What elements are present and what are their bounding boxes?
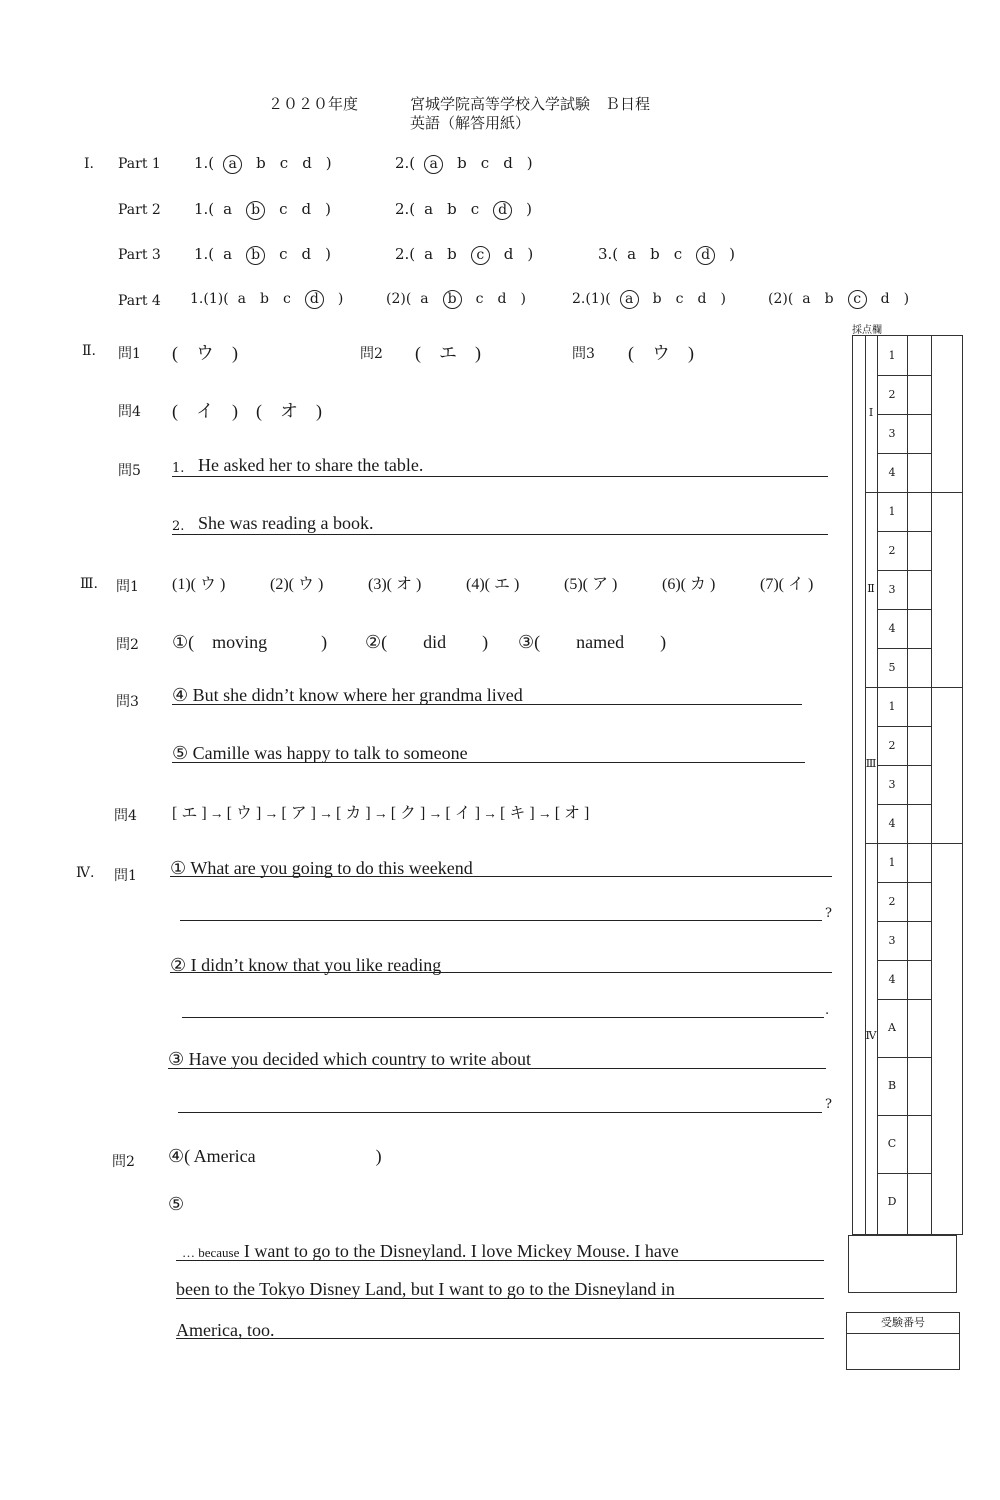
option: d: [302, 154, 312, 172]
score-row-number: D: [887, 1195, 897, 1208]
close-paren: ): [337, 291, 344, 307]
score-row-number: 2: [888, 387, 896, 401]
option: a: [424, 200, 434, 218]
answer-line: [172, 762, 805, 763]
option: b: [652, 291, 662, 307]
answer-line: [182, 1017, 824, 1018]
s4-q2-line3: America, too.: [176, 1320, 275, 1340]
order-item: [ オ ]: [554, 805, 590, 822]
part4-label: Part 4: [118, 293, 161, 309]
option: d: [497, 291, 507, 307]
arrow-icon: →: [209, 807, 224, 822]
s4-q2-line2: been to the Tokyo Disney Land, but I want to go to the Disneyland in: [176, 1279, 675, 1299]
list-item: (2)( ウ ): [270, 576, 324, 593]
circled-option: d: [305, 290, 324, 309]
score-row-number: 1: [888, 504, 896, 518]
s2-q5-num2: 2.: [172, 519, 185, 534]
option: b: [260, 291, 269, 307]
s2-q3-label: 問3: [572, 346, 595, 362]
question-number: (2)(: [768, 291, 794, 307]
option: c: [282, 291, 291, 307]
s4-q2-label: 問2: [112, 1154, 135, 1170]
circled-option: b: [246, 246, 265, 265]
s3-q4-order: [172, 800, 589, 823]
option: c: [480, 154, 490, 172]
order-item: [ イ ]: [445, 805, 481, 822]
circled-option: b: [246, 201, 265, 220]
part4-q2b: [768, 290, 916, 309]
exam-number-box: [846, 1312, 960, 1370]
question-number: 2.(: [395, 154, 416, 172]
list-item: (3)( オ ): [368, 576, 422, 593]
score-row-number: 2: [888, 543, 896, 557]
part2-q2: [395, 200, 539, 220]
option: a: [802, 291, 811, 307]
score-row-number: 4: [888, 621, 896, 635]
period-mark: .: [825, 1003, 830, 1018]
score-grid-line: [865, 492, 962, 493]
score-row-number: 4: [888, 816, 896, 830]
score-row-number: 3: [888, 582, 896, 596]
exam-number-label: 受験番号: [847, 1313, 959, 1334]
circled-option: d: [696, 246, 715, 265]
score-row-number: A: [888, 1021, 896, 1034]
list-item: (6)( カ ): [662, 576, 716, 593]
s3-q1-answers: [172, 571, 837, 594]
part4-q2a: [572, 290, 733, 309]
s2-q1-answer: ( ウ ): [172, 343, 238, 363]
answer-line: [178, 1112, 822, 1113]
close-paren: ): [325, 200, 331, 218]
option: c: [279, 154, 289, 172]
question-mark: ?: [825, 906, 832, 921]
s4-q1-label: 問1: [114, 868, 137, 884]
part1-q2: [395, 154, 540, 174]
s4-q1-answer1: ① What are you going to do this weekend: [170, 858, 473, 878]
score-row-number: 1: [888, 855, 896, 869]
score-grid-line: [877, 648, 931, 649]
score-row-number: C: [887, 1137, 897, 1150]
score-grid-line: [865, 336, 866, 1234]
section-4-label: Ⅳ.: [76, 865, 95, 881]
close-paren: ): [526, 200, 532, 218]
option: a: [424, 245, 434, 263]
s4-q1-answer2: ② I didn’t know that you like reading: [170, 955, 442, 975]
s2-q2-label: 問2: [360, 346, 383, 362]
score-grid-line: [907, 336, 908, 1234]
option: c: [675, 291, 684, 307]
part4-q1b: [386, 290, 533, 309]
close-paren: ): [520, 291, 526, 307]
score-grid-line: [877, 1115, 931, 1116]
score-row-number: 3: [888, 777, 896, 791]
score-grid-line: [865, 843, 962, 844]
question-number: 2.(1)(: [572, 291, 611, 307]
s3-q2-label: 問2: [116, 637, 139, 653]
option: d: [880, 291, 890, 307]
score-row-number: 1: [888, 699, 896, 713]
score-row-number: 1: [888, 348, 896, 362]
option: b: [650, 245, 660, 263]
score-grid-line: [877, 726, 931, 727]
circled-option: b: [443, 290, 462, 309]
arrow-icon: →: [537, 807, 552, 822]
score-section-label: Ⅲ: [865, 757, 877, 770]
section-3-label: Ⅲ.: [80, 576, 98, 592]
exam-year: ２０２０年度: [268, 95, 359, 113]
score-grid-line: [877, 1173, 931, 1174]
s2-q5-answer2: She was reading a book.: [198, 513, 374, 533]
option: d: [301, 245, 312, 263]
option: d: [503, 245, 514, 263]
circled-option: c: [471, 246, 490, 265]
s4-q1-answer3: ③ Have you decided which country to write about: [168, 1049, 532, 1069]
option: d: [301, 200, 312, 218]
score-grid-line: [877, 414, 931, 415]
list-item: (5)( ア ): [564, 576, 618, 593]
option: c: [279, 200, 288, 218]
question-number: 1.(: [194, 154, 215, 172]
part3-label: Part 3: [118, 247, 161, 263]
option: b: [457, 154, 467, 172]
answer-line: [176, 1338, 824, 1339]
s4-q2-num5: ⑤: [168, 1194, 185, 1214]
answer-line: [172, 476, 828, 477]
answer-line: [176, 1260, 824, 1261]
option: d: [503, 154, 513, 172]
answer-line: [168, 1068, 826, 1069]
list-item: (7)( イ ): [760, 576, 814, 593]
part1-label: Part 1: [118, 156, 161, 172]
question-number: 2.(: [395, 245, 416, 263]
order-item: [ エ ]: [172, 805, 207, 822]
score-grid-line: [877, 921, 931, 922]
s3-q3-label: 問3: [116, 694, 139, 710]
close-paren: ): [729, 245, 735, 263]
circled-option: a: [424, 155, 443, 174]
close-paren: ): [527, 245, 534, 263]
s4-q2-answer4: ④( America ): [168, 1146, 382, 1166]
score-grid-line: [877, 804, 931, 805]
option: b: [447, 245, 457, 263]
score-row-number: 4: [888, 465, 896, 479]
close-paren: ): [325, 245, 331, 263]
arrow-icon: →: [483, 807, 498, 822]
close-paren: ): [325, 154, 332, 172]
part1-q1: [194, 154, 339, 174]
exam-title: 宮城学院高等学校入学試験 Ｂ日程: [410, 95, 651, 113]
score-row-number: 4: [888, 972, 896, 986]
score-total-box: [848, 1235, 957, 1293]
question-mark: ?: [825, 1097, 832, 1112]
section-1-label: Ⅰ.: [84, 156, 94, 172]
score-row-number: 2: [888, 738, 896, 752]
circled-option: a: [620, 290, 639, 309]
score-grid-line: [877, 765, 931, 766]
question-number: 2.(: [395, 200, 416, 218]
circled-option: a: [223, 155, 242, 174]
score-box-title: 採点欄: [852, 325, 882, 336]
s2-q4-answer: ( イ ) ( オ ): [172, 401, 322, 421]
close-paren: ): [720, 291, 726, 307]
option: a: [237, 291, 247, 307]
score-box: [852, 335, 963, 1235]
score-row-number: 3: [888, 426, 896, 440]
score-grid-line: [877, 570, 931, 571]
answer-line: [172, 534, 828, 535]
s2-q3-answer: ( ウ ): [628, 343, 694, 363]
s2-q5-answer1: He asked her to share the table.: [198, 455, 424, 475]
s4-q2-line1: … because I want to go to the Disneyland. I love Mickey Mouse. I have: [182, 1241, 679, 1261]
s3-q2-answer3: ③( named ): [518, 632, 667, 652]
score-row-number: 3: [888, 933, 896, 947]
part2-q1: [194, 200, 338, 220]
score-grid-line: [877, 882, 931, 883]
score-grid-line: [877, 960, 931, 961]
score-grid-line: [865, 687, 962, 688]
score-grid-line: [877, 375, 931, 376]
option: c: [673, 245, 683, 263]
s3-q2-answer2: ②( did ): [365, 632, 489, 652]
score-row-number: 2: [888, 894, 896, 908]
score-section-label: Ⅰ: [868, 406, 874, 419]
s3-q4-label: 問4: [114, 808, 137, 824]
exam-subject: 英語（解答用紙）: [410, 114, 531, 132]
circled-option: d: [493, 201, 512, 220]
option: d: [697, 291, 707, 307]
answer-line: [180, 920, 822, 921]
answer-line: [176, 1298, 824, 1299]
section-2-label: Ⅱ.: [82, 343, 96, 359]
part2-label: Part 2: [118, 202, 161, 218]
option: a: [223, 200, 233, 218]
question-number: (2)(: [386, 291, 412, 307]
circled-option: c: [848, 290, 867, 309]
answer-line: [172, 704, 802, 705]
score-section-label: Ⅱ: [867, 581, 875, 595]
part3-q2: [395, 245, 540, 265]
part3-q1: [194, 245, 338, 265]
s3-q3-answer4: ④ But she didn’t know where her grandma lived: [172, 685, 523, 705]
answer-line: [170, 972, 832, 973]
arrow-icon: →: [319, 807, 334, 822]
close-paren: ): [903, 291, 910, 307]
s2-q5-num1: 1.: [172, 461, 185, 476]
s2-q4-label: 問4: [118, 404, 141, 420]
option: a: [420, 291, 429, 307]
part4-q1a: [190, 290, 350, 309]
option: a: [223, 245, 233, 263]
option: b: [824, 291, 834, 307]
score-row-number: 5: [888, 660, 896, 674]
arrow-icon: →: [428, 807, 443, 822]
score-section-label: Ⅳ: [865, 1029, 877, 1042]
s2-q2-answer: ( エ ): [415, 343, 481, 363]
s3-q2-answer1: ①( moving ): [172, 632, 328, 652]
arrow-icon: →: [264, 807, 279, 822]
list-item: (1)( ウ ): [172, 576, 226, 593]
list-item: (4)( エ ): [466, 576, 520, 593]
order-item: [ ウ ]: [226, 805, 262, 822]
option: b: [447, 200, 457, 218]
score-grid-line: [931, 336, 932, 1234]
score-grid-line: [877, 609, 931, 610]
score-grid-line: [877, 1057, 931, 1058]
question-number: 1.(1)(: [190, 291, 229, 307]
score-grid-line: [877, 453, 931, 454]
arrow-icon: →: [373, 807, 388, 822]
question-number: 1.(: [194, 200, 215, 218]
order-item: [ ア ]: [281, 805, 317, 822]
option: b: [256, 154, 266, 172]
order-item: [ ク ]: [390, 805, 426, 822]
order-item: [ キ ]: [500, 805, 535, 822]
option: c: [470, 200, 480, 218]
option: c: [475, 291, 484, 307]
option: a: [627, 245, 637, 263]
s3-q3-answer5: ⑤ Camille was happy to talk to someone: [172, 743, 468, 763]
s2-q5-label: 問5: [118, 463, 141, 479]
s2-q1-label: 問1: [118, 346, 141, 362]
order-item: [ カ ]: [336, 805, 371, 822]
score-row-number: B: [887, 1079, 897, 1092]
option: c: [279, 245, 288, 263]
score-grid-line: [877, 531, 931, 532]
part3-q3: [598, 245, 742, 265]
question-number: 1.(: [194, 245, 215, 263]
score-grid-line: [877, 999, 931, 1000]
answer-line: [170, 876, 832, 877]
s3-q1-label: 問1: [116, 579, 139, 595]
question-number: 3.(: [598, 245, 619, 263]
close-paren: ): [526, 154, 533, 172]
